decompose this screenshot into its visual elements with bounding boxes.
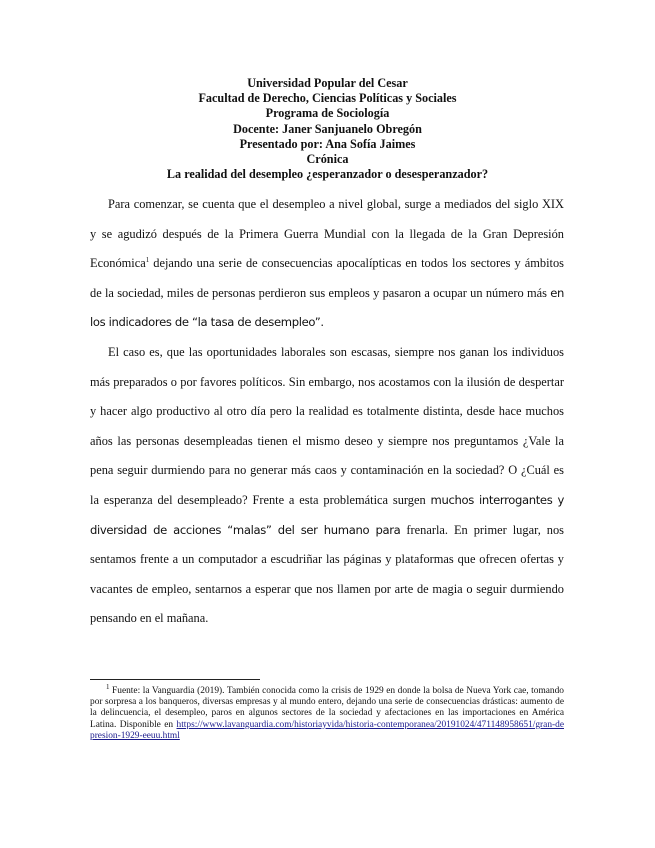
footnote bbox=[90, 682, 564, 742]
document-title: La realidad del desempleo ¿esperanzador o desesperanzador? bbox=[166, 167, 489, 182]
program-name: Programa de Sociología bbox=[265, 106, 390, 121]
footnote-link[interactable]: https://www.lavanguardia.com/historiayvida/historia-contemporanea/20191024/471148958651/gran-depresion-1929-eeuu.html bbox=[90, 719, 564, 741]
paragraph-1-text-a: Para comenzar, se cuenta que el desempleo a nivel global, surge a mediados del siglo XIX y se agudizó después de la Primera Guerra Mundial con la llegada de la Gran Depresión Económica bbox=[90, 197, 564, 271]
paragraph-1 bbox=[90, 190, 564, 338]
faculty-name: Facultad de Derecho, Ciencias Políticas y Sociales bbox=[198, 91, 457, 106]
university-name: Universidad Popular del Cesar bbox=[247, 76, 408, 90]
document-body bbox=[90, 190, 564, 634]
teacher-name: Docente: Janer Sanjuanelo Obregón bbox=[233, 121, 422, 136]
paragraph-2-text-c: frenarla. En primer lugar, nos sentamos frente a un computador a escudriñar las páginas y plataformas que ofrecen ofertas y vacantes de empleo, sentarnos a esperar que nos llamen por arte de magia o seguir durmiendo pensando en el mañana. bbox=[90, 522, 564, 626]
footnote-text: Fuente: la Vanguardia (2019). También conocida como la crisis de 1929 en donde la bolsa de Nueva York cae, tomando por sorpresa a los banqueros, diversas empresas y al mundo entero, dejando una serie de consecuencias drásticas: aumento de la delincuencia, el desempleo, paros en algunos sectores de la sociedad y afectaciones en las importaciones en América Latina. Disponible en bbox=[90, 686, 564, 730]
document-header bbox=[0, 76, 655, 182]
genre-label: Crónica bbox=[306, 152, 349, 167]
footnote-number: 1 bbox=[106, 682, 110, 691]
paragraph-1-text-b: dejando una serie de consecuencias apocalípticas en todos los sectores y ámbitos de la sociedad, miles de personas perdieron sus empleos y pasaron a ocupar un número más bbox=[90, 256, 564, 300]
paragraph-2 bbox=[90, 338, 564, 634]
footnote-reference[interactable]: 1 bbox=[145, 256, 150, 265]
paragraph-2-text-a: El caso es, que las oportunidades laborales son escasas, siempre nos ganan los individuos más preparados o por favores políticos. Sin embargo, nos acostamos con la ilusión de despertar y hacer algo productivo al otro día pero la realidad es totalmente distinta, desde hace muchos años las personas desempleadas tienen el mismo deseo y siempre nos preguntamos ¿Vale la pena seguir durmiendo para no generar más caos y contaminación en la sociedad? O ¿Cuál es la esperanza del desempleado? Frente a esta problemática surgen bbox=[90, 344, 564, 507]
paragraph-1-text-c: en los indicadores de “la tasa de desempleo”. bbox=[90, 285, 564, 330]
presenter-name: Presentado por: Ana Sofía Jaimes bbox=[239, 136, 416, 151]
paragraph-2-text-b: muchos interrogantes y diversidad de acciones “malas” del ser humano para bbox=[90, 492, 564, 537]
footnote-divider bbox=[90, 679, 260, 680]
